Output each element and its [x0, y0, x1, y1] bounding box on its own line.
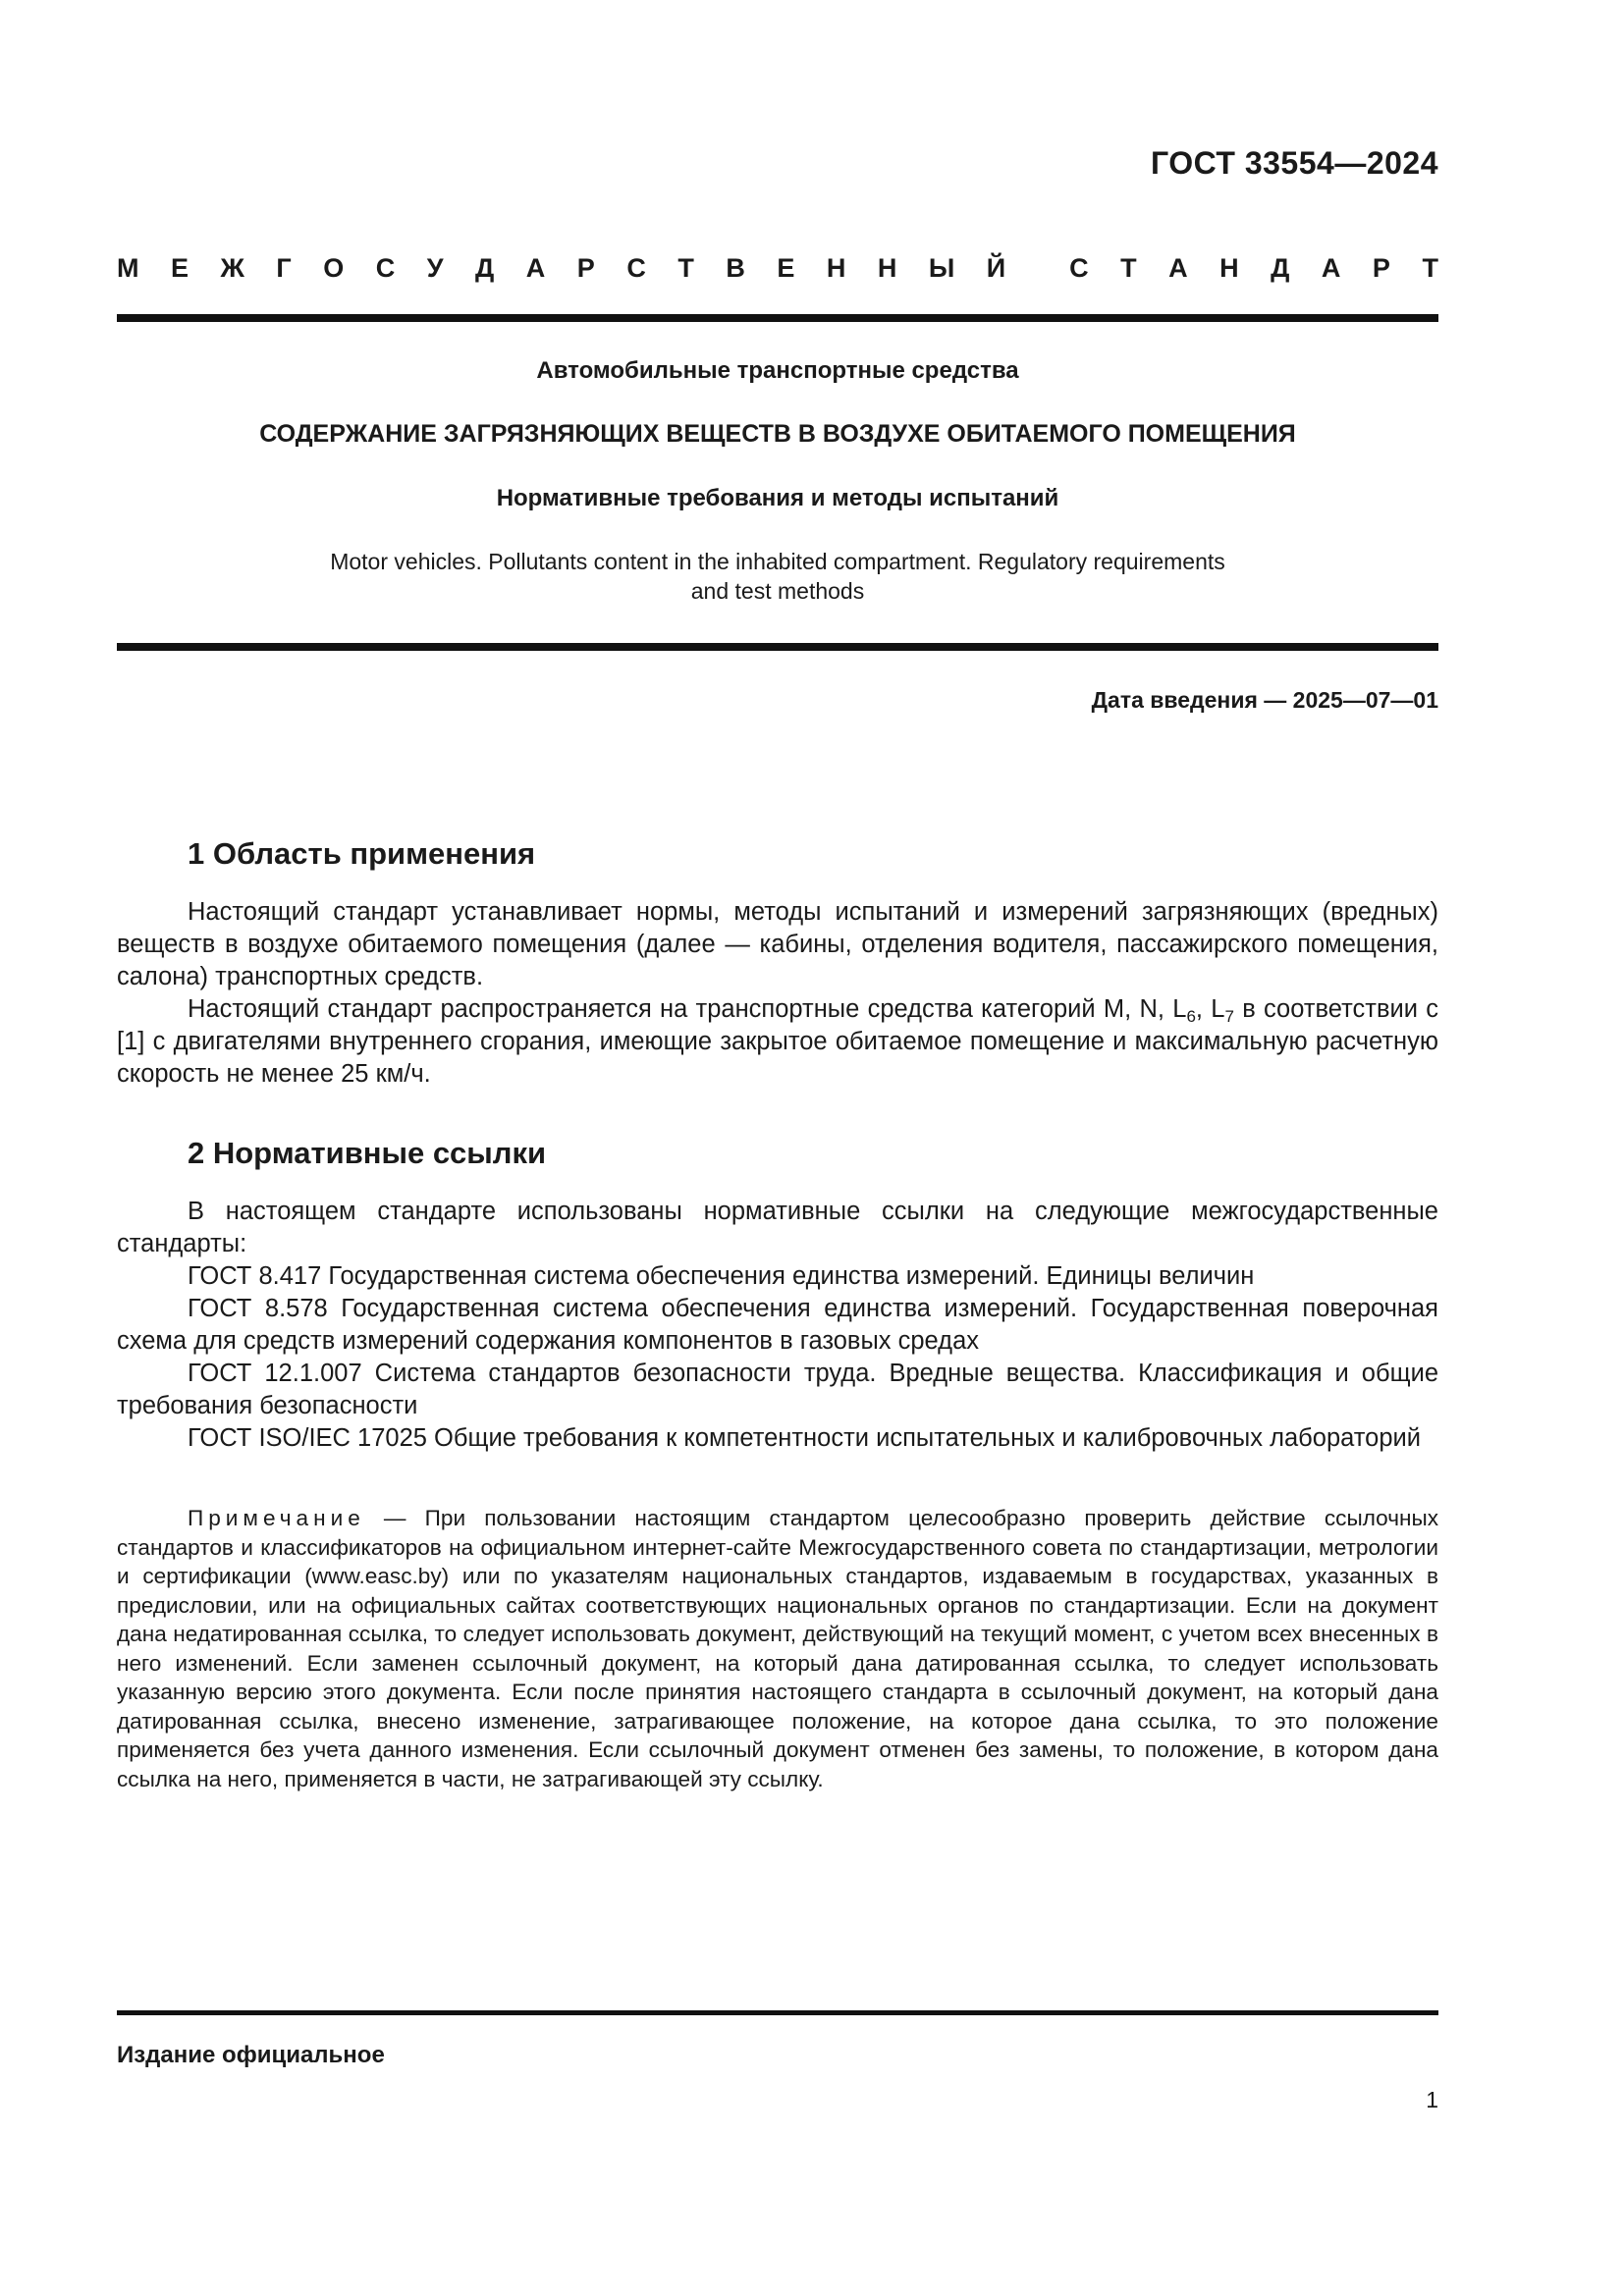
section-1-paragraph: Настоящий стандарт устанавливает нормы, методы испытаний и измерений загрязняющих (вредных) веществ в воздухе обитаемого помещения (далее — кабины, отделения водителя, пассажирского помещения, салона) транспортных средств. [117, 898, 1438, 990]
reference-item: ГОСТ 8.417 Государственная система обеспечения единства измерений. Единицы величин [188, 1262, 1255, 1290]
standard-type-letter: Р [1372, 253, 1390, 283]
document-subject: Автомобильные транспортные средства [536, 357, 1019, 384]
footer-divider [117, 2010, 1438, 2015]
document-subtitle: Нормативные требования и методы испытаний [496, 485, 1059, 511]
reference-item: ГОСТ 8.578 Государственная система обеспечения единства измерений. Государственная поверочная схема для средств измерений содержания компонентов в газовых средах [117, 1295, 1438, 1355]
standard-type-letter: О [323, 253, 345, 283]
standard-type-letter: Й [986, 253, 1006, 283]
document-number: ГОСТ 33554—2024 [1150, 145, 1438, 181]
section-2-paragraph: В настоящем стандарте использованы нормативные ссылки на следующие межгосударственные стандарты: [117, 1198, 1438, 1257]
standard-type-letter: Н [826, 253, 846, 283]
official-edition-label: Издание официальное [117, 2042, 385, 2068]
standard-type-letter: Т [677, 253, 694, 283]
section-1-paragraph [117, 993, 1438, 1091]
standard-type-letter: Д [475, 253, 495, 283]
standard-type-letter: С [1069, 253, 1089, 283]
note-text: — При пользовании настоящим стандартом целесообразно проверить действие ссылочных стандартов и классификаторов на официальном интернет-сайте Межгосударственного совета по стандартизации, метрологии и сертификации (www.easc.by) или по указателям национальных стандартов, издаваемым в государствах, указанных в предисловии, или на официальных сайтах соответствующих национальных органов по стандартизации. Если на документ дана недатированная ссылка, то следует использовать документ, действующий на текущий момент, с учетом всех внесенных в него изменений. Если заменен ссылочный документ, на который дана датированная ссылка, то следует использовать указанную версию этого документа. Если после принятия настоящего стандарта в ссылочный документ, на который дана датированная ссылка, внесено изменение, затрагивающее положение, на которое дана ссылка, то это положение применяется без учета данного изменения. Если ссылочный документ отменен без замены, то положение, в котором дана ссылка на него, применяется в части, не затрагивающей эту ссылку. [117, 1506, 1438, 1791]
paragraph-text: , L [1195, 995, 1225, 1023]
header-divider-bottom [117, 643, 1438, 651]
standard-type-letter: А [525, 253, 546, 283]
standard-type-letter: А [1168, 253, 1188, 283]
standard-type-letter: Т [1120, 253, 1137, 283]
page-number: 1 [1426, 2087, 1438, 2112]
standard-type-letter: Д [1271, 253, 1290, 283]
english-title-line: Motor vehicles. Pollutants content in the inhabited compartment. Regulatory requirements [330, 549, 1225, 574]
section-2-heading: 2 Нормативные ссылки [188, 1136, 547, 1170]
section-1-heading: 1 Область применения [188, 836, 536, 871]
standard-type-letter: У [426, 253, 444, 283]
standard-type-letter: Ж [220, 253, 244, 283]
subscript: 6 [1186, 1007, 1196, 1026]
standard-type-letter: Н [1219, 253, 1239, 283]
reference-item: ГОСТ ISO/IEC 17025 Общие требования к компетентности испытательных и калибровочных лабораторий [188, 1424, 1421, 1452]
standard-type-letter: Т [1422, 253, 1438, 283]
standard-type-heading [117, 253, 1438, 284]
reference-item: ГОСТ 12.1.007 Система стандартов безопасности труда. Вредные вещества. Классификация и общие требования безопасности [117, 1360, 1438, 1419]
standard-type-letter: А [1321, 253, 1341, 283]
standard-type-letter: В [726, 253, 745, 283]
header-divider-top [117, 314, 1438, 322]
english-title [117, 547, 1438, 606]
english-title-line: and test methods [690, 578, 865, 604]
note-paragraph [117, 1504, 1438, 1793]
standard-type-letter: Г [276, 253, 292, 283]
document-title: СОДЕРЖАНИЕ ЗАГРЯЗНЯЮЩИХ ВЕЩЕСТВ В ВОЗДУХЕ ОБИТАЕМОГО ПОМЕЩЕНИЯ [259, 420, 1296, 448]
standard-type-letter: С [375, 253, 396, 283]
paragraph-text: в соответствии с [1] с двигателями внутреннего сгорания, имеющие закрытое обитаемое помещение и максимальную расчетную скорость не менее 25 км/ч. [117, 995, 1439, 1088]
subscript: 7 [1224, 1007, 1234, 1026]
standard-type-letter: С [626, 253, 646, 283]
standard-type-letter: Е [171, 253, 189, 283]
standard-type-letter: Е [777, 253, 795, 283]
document-page [117, 0, 1438, 2296]
paragraph-text: Настоящий стандарт распространяется на транспортные средства категорий M, N, L [188, 995, 1187, 1023]
introduction-date: Дата введения — 2025—07—01 [1091, 687, 1438, 713]
standard-type-letter: Р [576, 253, 595, 283]
standard-type-letter: Ы [928, 253, 955, 283]
note-label: Примечание [188, 1506, 365, 1530]
standard-type-letter: Н [877, 253, 897, 283]
standard-type-letter: М [117, 253, 139, 283]
